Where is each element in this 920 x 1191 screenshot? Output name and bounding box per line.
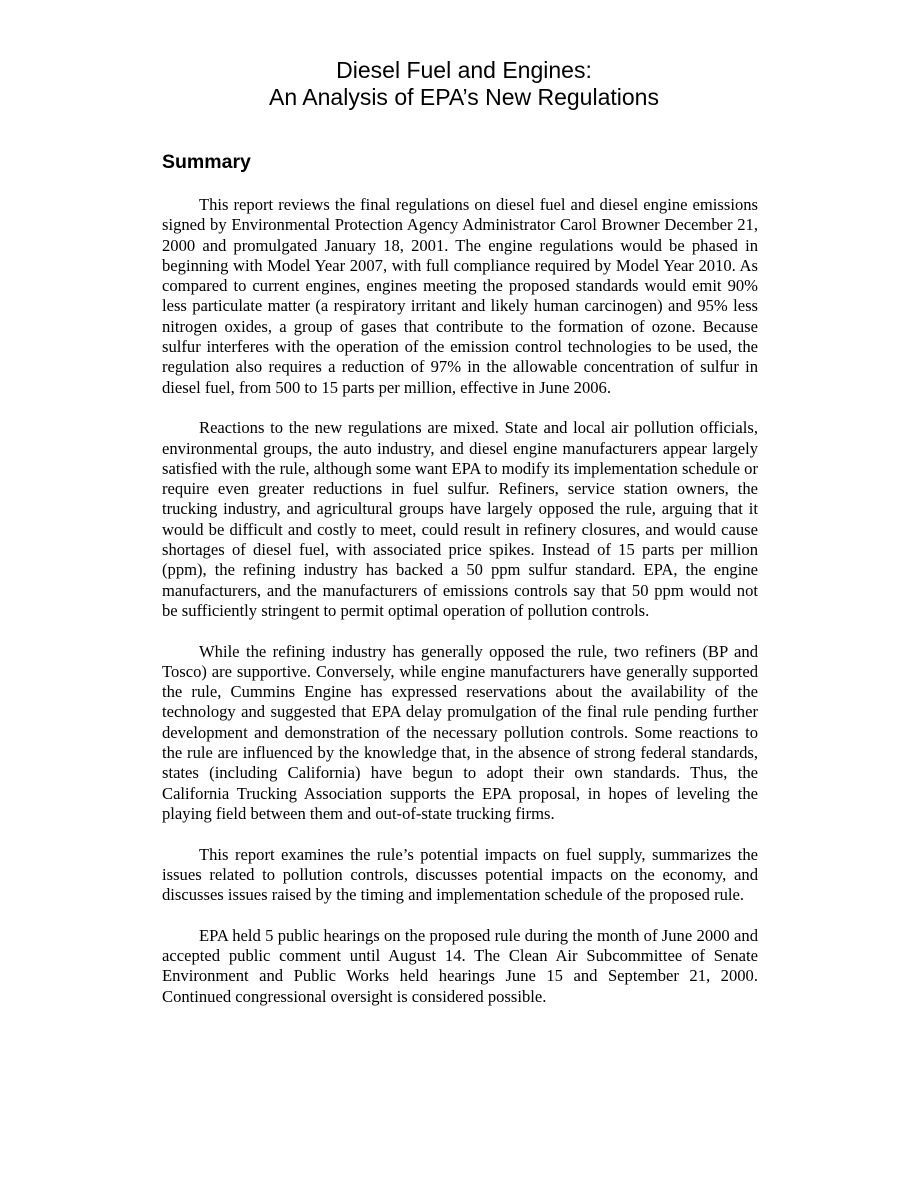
paragraph: This report examines the rule’s potential impacts on fuel supply, summarizes the issues related to pollution controls, discusses potential impacts on the economy, and discusses issues raised by the timing and implementation schedule of the proposed rule. (162, 844, 758, 905)
summary-body (162, 195, 758, 1027)
title-line-2: An Analysis of EPA’s New Regulations (269, 84, 659, 110)
paragraph: This report reviews the final regulations on diesel fuel and diesel engine emissions signed by Environmental Protection Agency Administrator Carol Browner December 21, 2000 and promulgated January 18, 2001. The engine regulations would be phased in beginning with Model Year 2007, with full compliance required by Model Year 2010. As compared to current engines, engines meeting the proposed standards would emit 90% less particulate matter (a respiratory irritant and likely human carcinogen) and 95% less nitrogen oxides, a group of gases that contribute to the formation of ozone. Because sulfur interferes with the operation of the emission control technologies to be used, the regulation also requires a reduction of 97% in the allowable concentration of sulfur in diesel fuel, from 500 to 15 parts per million, effective in June 2006. (162, 195, 758, 397)
document-title (0, 57, 920, 111)
paragraph: While the refining industry has generally opposed the rule, two refiners (BP and Tosco) are supportive. Conversely, while engine manufacturers have generally supported the rule, Cummins Engine has expressed reservations about the availability of the technology and suggested that EPA delay promulgation of the final rule pending further development and demonstration of the necessary pollution controls. Some reactions to the rule are influenced by the knowledge that, in the absence of strong federal standards, states (including California) have begun to adopt their own standards. Thus, the California Trucking Association supports the EPA proposal, in hopes of leveling the playing field between them and out-of-state trucking firms. (162, 641, 758, 823)
paragraph: Reactions to the new regulations are mixed. State and local air pollution officials, environmental groups, the auto industry, and diesel engine manufacturers appear largely satisfied with the rule, although some want EPA to modify its implementation schedule or require even greater reductions in fuel sulfur. Refiners, service station owners, the trucking industry, and agricultural groups have largely opposed the rule, arguing that it would be difficult and costly to meet, could result in refinery closures, and would cause shortages of diesel fuel, with associated price spikes. Instead of 15 parts per million (ppm), the refining industry has backed a 50 ppm sulfur standard. EPA, the engine manufacturers, and the manufacturers of emissions controls say that 50 ppm would not be sufficiently stringent to permit optimal operation of pollution controls. (162, 418, 758, 620)
paragraph: EPA held 5 public hearings on the proposed rule during the month of June 2000 and accepted public comment until August 14. The Clean Air Subcommittee of Senate Environment and Public Works held hearings June 15 and September 21, 2000. Continued congressional oversight is considered possible. (162, 925, 758, 1006)
section-heading-summary: Summary (162, 151, 251, 173)
title-line-1: Diesel Fuel and Engines: (336, 57, 592, 83)
